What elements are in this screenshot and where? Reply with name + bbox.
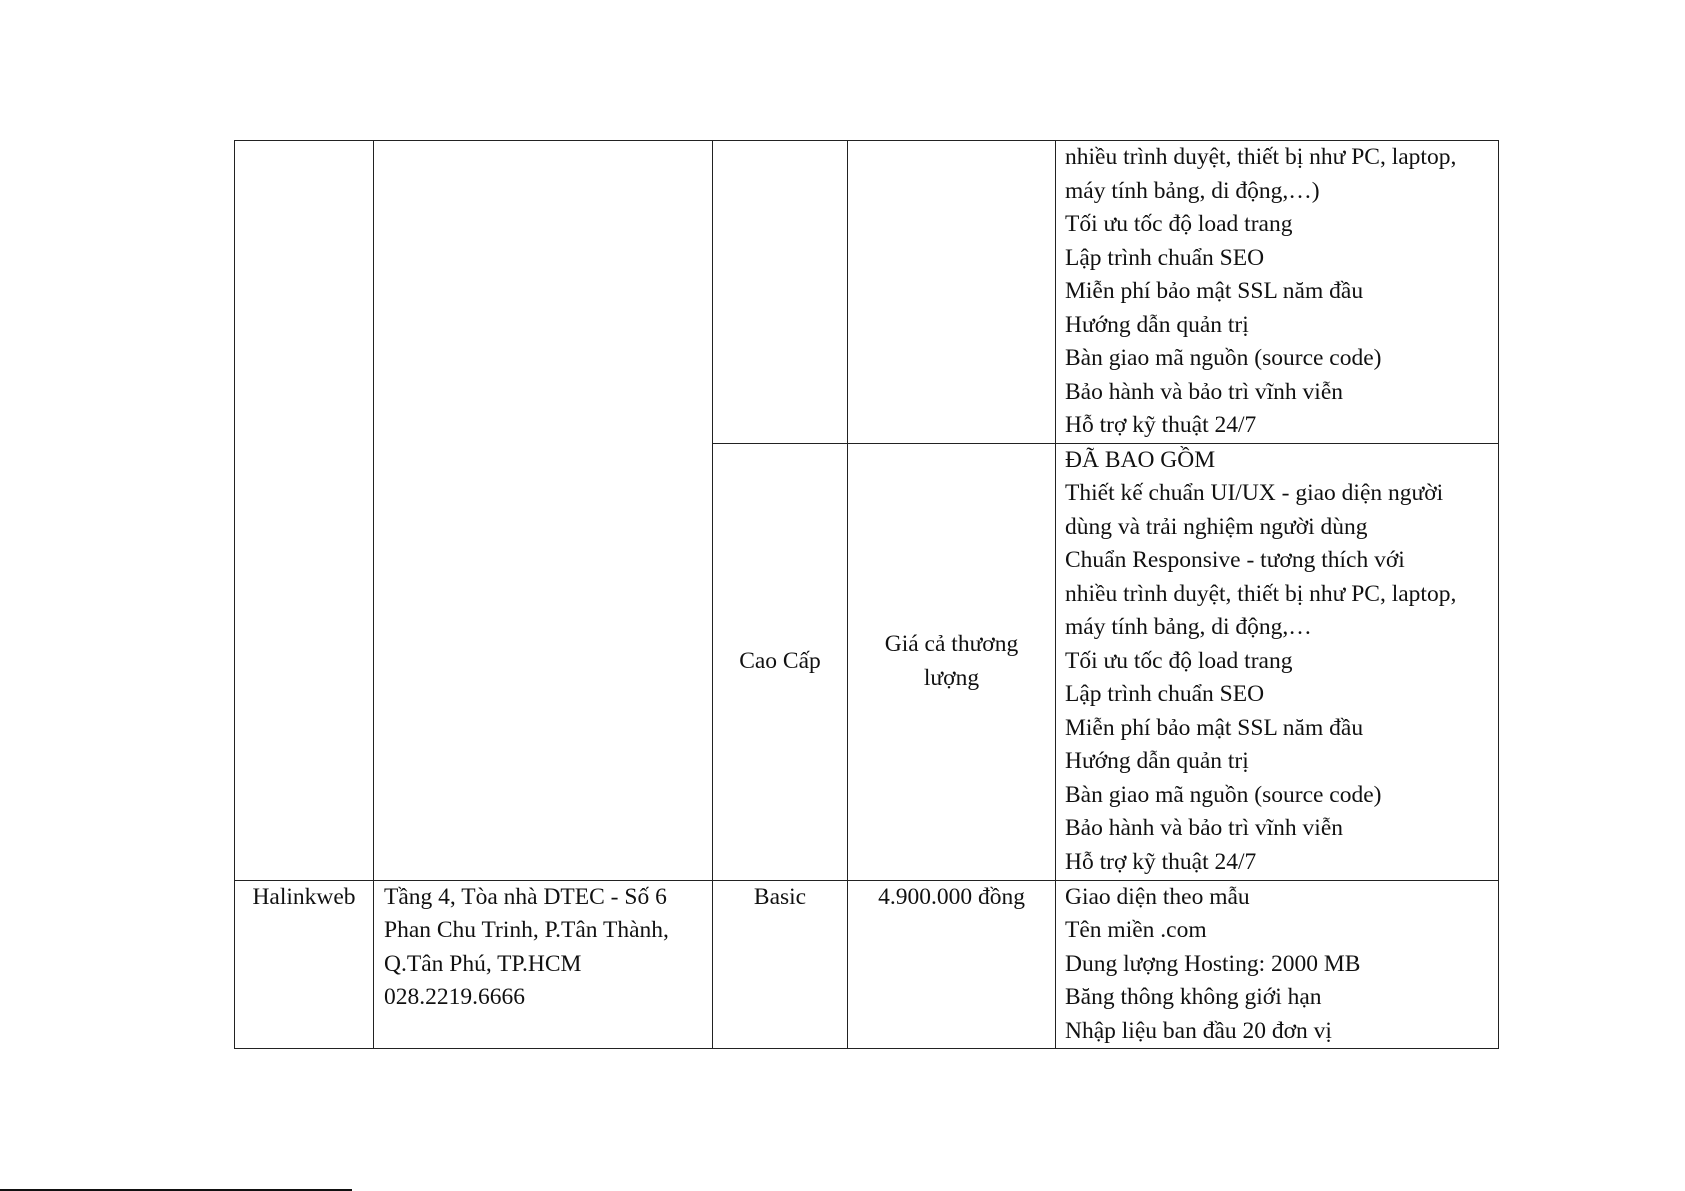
feature-line: Bàn giao mã nguồn (source code) xyxy=(1065,781,1382,808)
company-name: Halinkweb xyxy=(252,883,356,910)
package-name: Cao Cấp xyxy=(739,647,821,674)
feature-line: Miễn phí bảo mật SSL năm đầu xyxy=(1065,714,1364,741)
package-cell-empty xyxy=(713,141,848,444)
feature-line: ĐÃ BAO GỒM xyxy=(1065,446,1216,473)
features-cell xyxy=(1056,880,1499,1049)
feature-line: Lập trình chuẩn SEO xyxy=(1065,681,1265,707)
pricing-table xyxy=(234,140,1499,1049)
address-line: Q.Tân Phú, TP.HCM xyxy=(384,950,582,977)
feature-line: Hỗ trợ kỹ thuật 24/7 xyxy=(1065,848,1257,875)
phone-number: 028.2219.6666 xyxy=(384,984,525,1010)
feature-line: Thiết kế chuẩn UI/UX - giao diện người xyxy=(1065,480,1444,506)
feature-line: Lập trình chuẩn SEO xyxy=(1065,244,1265,271)
price-text: Giá cả thương lượng xyxy=(884,631,1019,691)
price-cell xyxy=(848,443,1056,880)
feature-line: Tối ưu tốc độ load trang xyxy=(1065,211,1293,237)
feature-line: máy tính bảng, di động,…) xyxy=(1065,177,1320,204)
company-cell-empty xyxy=(235,141,374,881)
feature-line: nhiều trình duyệt, thiết bị như PC, laptop, xyxy=(1065,580,1457,607)
feature-line: Dung lượng Hosting: 2000 MB xyxy=(1065,950,1361,977)
feature-line: Băng thông không giới hạn xyxy=(1065,984,1322,1010)
feature-line: Hướng dẫn quản trị xyxy=(1065,748,1249,774)
feature-line: Hỗ trợ kỹ thuật 24/7 xyxy=(1065,412,1257,438)
feature-line: Giao diện theo mẫu xyxy=(1065,883,1250,910)
table-row xyxy=(235,880,1499,1049)
feature-line: máy tính bảng, di động,… xyxy=(1065,614,1312,640)
table-row xyxy=(235,141,1499,444)
company-cell xyxy=(235,880,374,1049)
feature-line: Tối ưu tốc độ load trang xyxy=(1065,647,1293,674)
feature-line: dùng và trải nghiệm người dùng xyxy=(1065,513,1368,540)
price-cell-empty xyxy=(848,141,1056,444)
address-line: Tầng 4, Tòa nhà DTEC - Số 6 xyxy=(384,883,667,910)
package-cell xyxy=(713,443,848,880)
price-text: 4.900.000 đồng xyxy=(878,883,1025,910)
features-cell xyxy=(1056,141,1499,444)
feature-line: Tên miền .com xyxy=(1065,917,1207,943)
feature-line: Hướng dẫn quản trị xyxy=(1065,311,1249,338)
package-name: Basic xyxy=(753,883,807,910)
feature-line: Bàn giao mã nguồn (source code) xyxy=(1065,345,1382,371)
price-cell xyxy=(848,880,1056,1049)
feature-line: Miễn phí bảo mật SSL năm đầu xyxy=(1065,278,1364,304)
package-cell xyxy=(713,880,848,1049)
address-cell xyxy=(374,880,713,1049)
feature-line: Chuẩn Responsive - tương thích với xyxy=(1065,547,1405,573)
feature-line: Bảo hành và bảo trì vĩnh viễn xyxy=(1065,378,1344,405)
address-line: Phan Chu Trinh, P.Tân Thành, xyxy=(384,917,669,943)
address-cell-empty xyxy=(374,141,713,881)
features-cell xyxy=(1056,443,1499,880)
feature-line: nhiều trình duyệt, thiết bị như PC, laptop, xyxy=(1065,144,1457,170)
feature-line: Nhập liệu ban đầu 20 đơn vị xyxy=(1065,1017,1332,1044)
feature-line: Bảo hành và bảo trì vĩnh viễn xyxy=(1065,815,1344,841)
